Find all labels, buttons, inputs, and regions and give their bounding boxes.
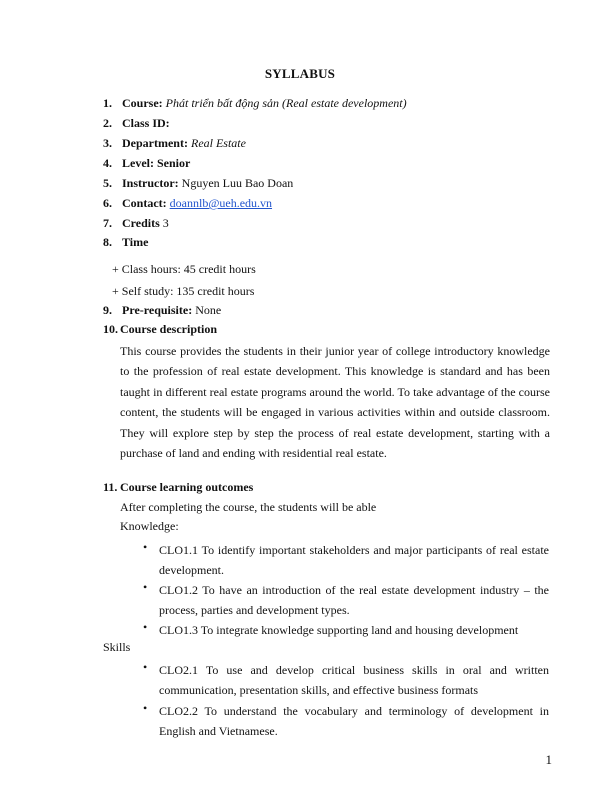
item-label: Time bbox=[122, 235, 149, 249]
course-description-text: This course provides the students in their junior year of college introductory knowledge to the profession of real estate development. This knowledge is standard and has been taught in different real estate programs around the world. To take advantage of the course content, the students will be engaged in various activities within and outside classroom. They will explore step by step the process of real estate development, starting with a purchase of land and ending with residential real estate. bbox=[120, 344, 550, 461]
item-prerequisite bbox=[103, 303, 221, 318]
item-label: Department: bbox=[122, 136, 188, 150]
item-credits bbox=[103, 216, 169, 231]
contact-email-link[interactable]: doannlb@ueh.edu.vn bbox=[169, 196, 273, 210]
item-number: 5. bbox=[103, 176, 112, 190]
item-contact bbox=[103, 196, 272, 211]
item-course-description bbox=[103, 322, 217, 337]
item-level bbox=[103, 156, 190, 171]
course-name: Phát triển bất động sản (Real estate development) bbox=[165, 96, 407, 110]
item-number: 10. bbox=[103, 322, 118, 336]
item-time bbox=[103, 235, 148, 250]
item-department bbox=[103, 136, 246, 151]
item-number: 3. bbox=[103, 136, 112, 150]
outcomes-intro: After completing the course, the students will be able bbox=[120, 500, 377, 514]
department-value: Real Estate bbox=[190, 136, 246, 150]
credits-value: 3 bbox=[162, 216, 169, 230]
prerequisite-value: None bbox=[195, 303, 222, 317]
item-number: 11. bbox=[103, 480, 118, 494]
page-number: 1 bbox=[545, 752, 552, 767]
knowledge-heading: Knowledge: bbox=[120, 519, 179, 533]
item-class-id bbox=[103, 116, 170, 131]
item-course bbox=[103, 96, 407, 111]
item-label: Course learning outcomes bbox=[120, 480, 254, 494]
item-learning-outcomes bbox=[103, 480, 253, 495]
item-label: Course description bbox=[120, 322, 217, 336]
self-study-line: + Self study: 135 credit hours bbox=[112, 284, 255, 298]
item-label: Credits bbox=[122, 216, 160, 230]
item-label: Course: bbox=[122, 96, 163, 110]
item-number: 9. bbox=[103, 303, 112, 317]
item-label: Class ID: bbox=[122, 116, 170, 130]
item-label: Pre-requisite: bbox=[122, 303, 193, 317]
bullet-icon: • bbox=[143, 580, 148, 594]
class-hours-line: + Class hours: 45 credit hours bbox=[112, 262, 256, 276]
skills-heading: Skills bbox=[103, 640, 131, 654]
page-title: SYLLABUS bbox=[264, 66, 336, 81]
item-number: 4. bbox=[103, 156, 112, 170]
bullet-icon: • bbox=[143, 620, 148, 634]
item-label: Instructor: bbox=[122, 176, 179, 190]
knowledge-outcome-1: CLO1.1 To identify important stakeholders and major participants of real estate development. bbox=[159, 543, 549, 577]
item-label: Contact: bbox=[122, 196, 167, 210]
skills-outcome-2: CLO2.2 To understand the vocabulary and terminology of development in English and Vietnamese. bbox=[159, 704, 549, 738]
bullet-icon: • bbox=[143, 701, 148, 715]
item-number: 6. bbox=[103, 196, 112, 210]
item-number: 1. bbox=[103, 96, 112, 110]
item-instructor bbox=[103, 176, 293, 191]
item-number: 7. bbox=[103, 216, 112, 230]
instructor-value: Nguyen Luu Bao Doan bbox=[181, 176, 294, 190]
item-number: 8. bbox=[103, 235, 112, 249]
skills-outcome-1: CLO2.1 To use and develop critical business skills in oral and written communication, presentation skills, and effective business formats bbox=[159, 663, 549, 697]
knowledge-outcome-3: CLO1.3 To integrate knowledge supporting land and housing development bbox=[159, 623, 519, 637]
item-label: Level: Senior bbox=[122, 156, 191, 170]
knowledge-outcome-2: CLO1.2 To have an introduction of the real estate development industry – the process, parties and development types. bbox=[159, 583, 549, 617]
bullet-icon: • bbox=[143, 540, 148, 554]
bullet-icon: • bbox=[143, 660, 148, 674]
item-number: 2. bbox=[103, 116, 112, 130]
